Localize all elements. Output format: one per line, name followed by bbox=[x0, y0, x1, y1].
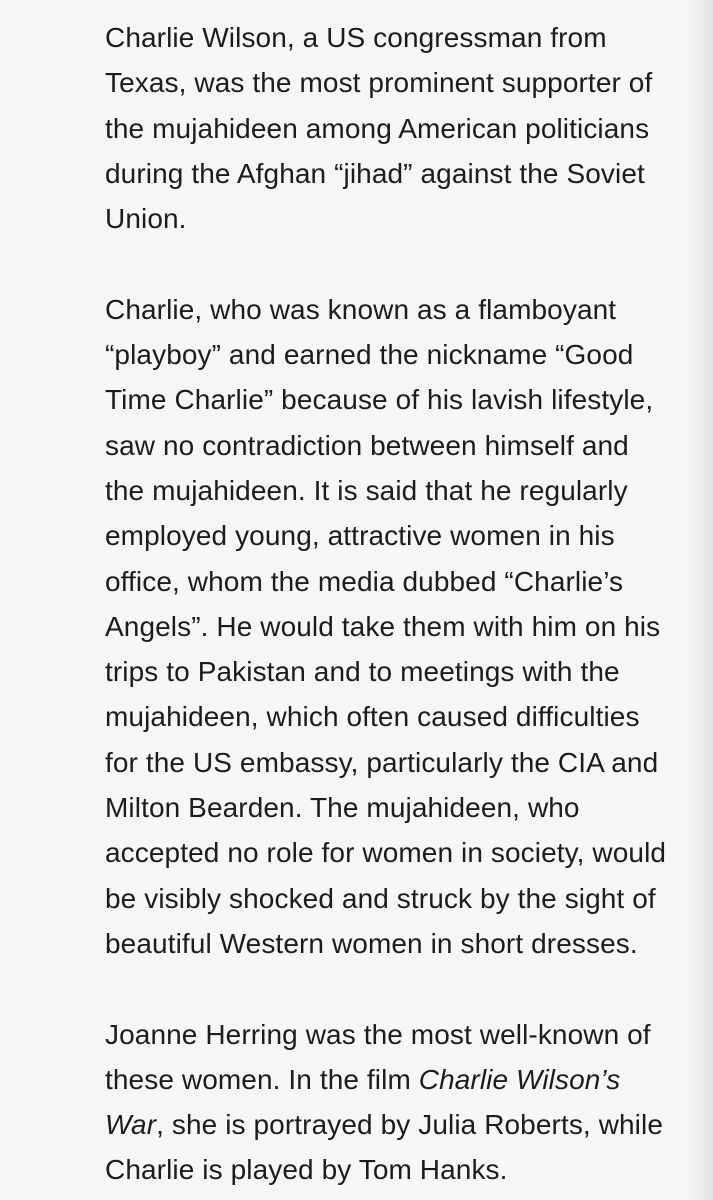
text-line: Angels”. He would take them with him on his bbox=[105, 610, 661, 642]
article-body bbox=[105, 15, 680, 1193]
text-segment: these women. In the film bbox=[105, 1063, 419, 1095]
text-line bbox=[105, 1102, 680, 1147]
page-edge-shadow bbox=[691, 0, 713, 1200]
text-line: Milton Bearden. The mujahideen, who bbox=[105, 792, 580, 824]
text-line: Charlie, who was known as a flamboyant bbox=[105, 293, 617, 325]
text-line: during the Afghan “jihad” against the Soviet bbox=[105, 157, 645, 189]
text-line: accepted no role for women in society, would bbox=[105, 837, 667, 869]
text-line: be visibly shocked and struck by the sight of bbox=[105, 882, 656, 914]
text-line: Texas, was the most prominent supporter of bbox=[105, 67, 653, 99]
text-segment: , she is portrayed by Julia Roberts, while bbox=[156, 1109, 663, 1141]
paragraph-3 bbox=[105, 1012, 680, 1193]
text-line: Union. bbox=[105, 203, 187, 235]
text-line: beautiful Western women in short dresses. bbox=[105, 927, 638, 959]
paragraph-2 bbox=[105, 287, 680, 966]
text-line: for the US embassy, particularly the CIA and bbox=[105, 746, 659, 778]
text-line: Charlie is played by Tom Hanks. bbox=[105, 1154, 508, 1186]
film-title: War bbox=[105, 1109, 157, 1141]
text-line: employed young, attractive women in his bbox=[105, 520, 615, 552]
text-line: Charlie Wilson, a US congressman from bbox=[105, 22, 607, 53]
text-line: the mujahideen among American politicians bbox=[105, 112, 650, 144]
film-title: Charlie Wilson’s bbox=[418, 1063, 621, 1095]
text-line: Joanne Herring was the most well-known of bbox=[105, 1018, 651, 1050]
text-line bbox=[105, 1057, 680, 1102]
text-line: saw no contradiction between himself and bbox=[105, 429, 629, 461]
text-line: the mujahideen. It is said that he regularly bbox=[105, 474, 628, 506]
text-line: trips to Pakistan and to meetings with the bbox=[105, 656, 620, 688]
text-line: “playboy” and earned the nickname “Good bbox=[105, 339, 634, 371]
text-line: mujahideen, which often caused difficulties bbox=[105, 701, 640, 733]
text-line: Time Charlie” because of his lavish lifestyle, bbox=[105, 384, 654, 416]
paragraph-1 bbox=[105, 15, 680, 241]
text-line: office, whom the media dubbed “Charlie’s bbox=[105, 565, 624, 597]
